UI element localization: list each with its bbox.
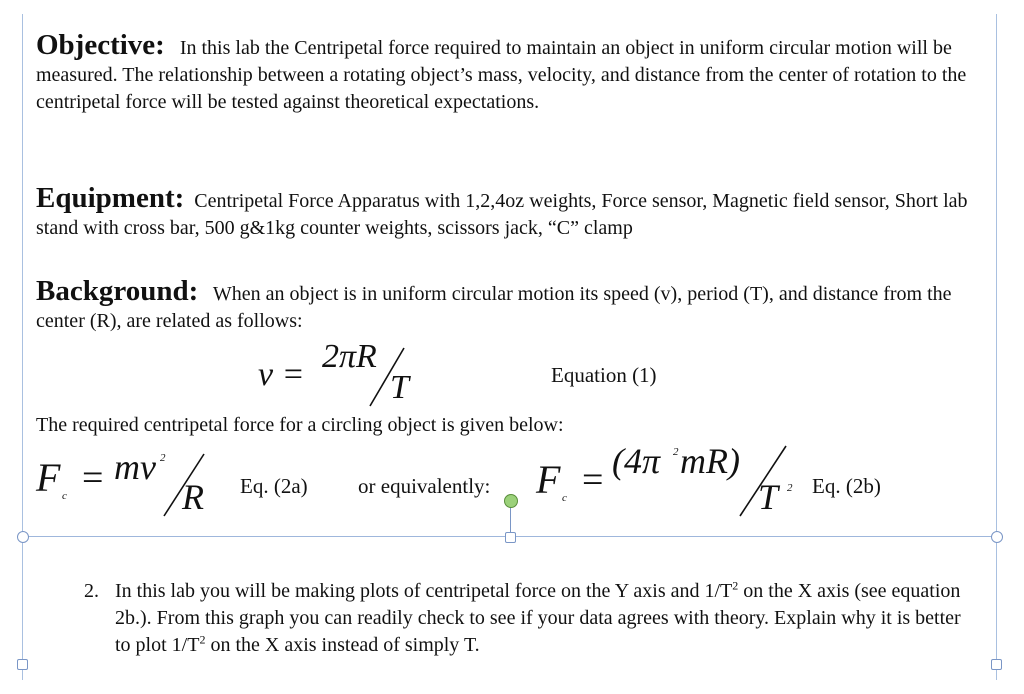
- question-2-number: 2.: [84, 580, 99, 602]
- or-equivalently-text: or equivalently:: [358, 474, 491, 498]
- eq1-lhs: v =: [258, 356, 305, 393]
- objective-heading: Objective:: [36, 29, 165, 61]
- eq2b-den-sup: 2: [787, 482, 793, 494]
- question-2-sup-2: 2: [199, 632, 206, 647]
- textbox-right-border: [996, 14, 997, 680]
- eq2b-numerator-b: mR): [680, 441, 740, 481]
- resize-handle-left-middle[interactable]: [17, 659, 28, 670]
- objective-text: In this lab the Centripetal force required to maintain an object in uniform circular motion will be measured. The relationship between a rotating object’s mass, velocity, and distance from the center of rotation to the centripetal force will be tested against theoretical expectations.: [36, 37, 967, 113]
- question-2-text-part2: on the X axis (see equation 2b.). From this graph you can readily check to see if your data agrees with theory. Explain why it is better to plot 1/T: [115, 580, 961, 656]
- force-intro-text: The required centripetal force for a circling object is given below:: [36, 414, 564, 436]
- eq2a-denominator: R: [182, 477, 204, 517]
- eq1-label: Equation (1): [551, 363, 657, 387]
- eq2b-denominator: T: [758, 477, 779, 517]
- eq1-numerator: 2πR: [322, 338, 377, 375]
- eq2b-subscript: c: [562, 492, 567, 504]
- resize-handle-top-left[interactable]: [17, 531, 29, 543]
- textbox-left-border: [22, 14, 23, 680]
- eq1-denominator: T: [390, 369, 409, 406]
- question-2-text: [115, 578, 965, 659]
- equipment-text: Centripetal Force Apparatus with 1,2,4oz weights, Force sensor, Magnetic field sensor, Short lab stand with cross bar, 500 g&1kg counter weights, scissors jack, “C” clamp: [36, 190, 968, 239]
- background-paragraph: [36, 275, 996, 335]
- eq2a-equals: =: [82, 457, 104, 499]
- eq2b-force-symbol: F: [536, 457, 561, 502]
- force-intro-line: [36, 412, 996, 439]
- question-2-text-part3: on the X axis instead of simply T.: [205, 634, 480, 656]
- resize-handle-right-middle[interactable]: [991, 659, 1002, 670]
- equipment-paragraph: [36, 182, 996, 242]
- eq2b-equals: =: [582, 459, 604, 501]
- eq2a-numerator: mv: [114, 447, 156, 487]
- equipment-heading: Equipment:: [36, 182, 185, 214]
- eq2a-label: Eq. (2a): [240, 474, 308, 498]
- eq2a-num-sup: 2: [160, 452, 166, 464]
- eq2b-numerator-sup: 2: [673, 446, 679, 458]
- question-2-sup-1: 2: [732, 578, 739, 593]
- objective-paragraph: [36, 29, 996, 116]
- background-text: When an object is in uniform circular motion its speed (v), period (T), and distance from the center (R), are related as follows:: [36, 283, 952, 332]
- resize-handle-top-right[interactable]: [991, 531, 1003, 543]
- eq2b-label: Eq. (2b): [812, 474, 881, 498]
- rotate-handle[interactable]: [504, 494, 518, 508]
- background-heading: Background:: [36, 275, 199, 307]
- eq2a-force-symbol: F: [36, 455, 61, 500]
- eq2b-numerator-a: (4π: [612, 441, 661, 481]
- question-2-text-part1: In this lab you will be making plots of centripetal force on the Y axis and 1/T: [115, 580, 733, 602]
- resize-handle-top-center[interactable]: [505, 532, 516, 543]
- eq2a-subscript: c: [62, 490, 67, 502]
